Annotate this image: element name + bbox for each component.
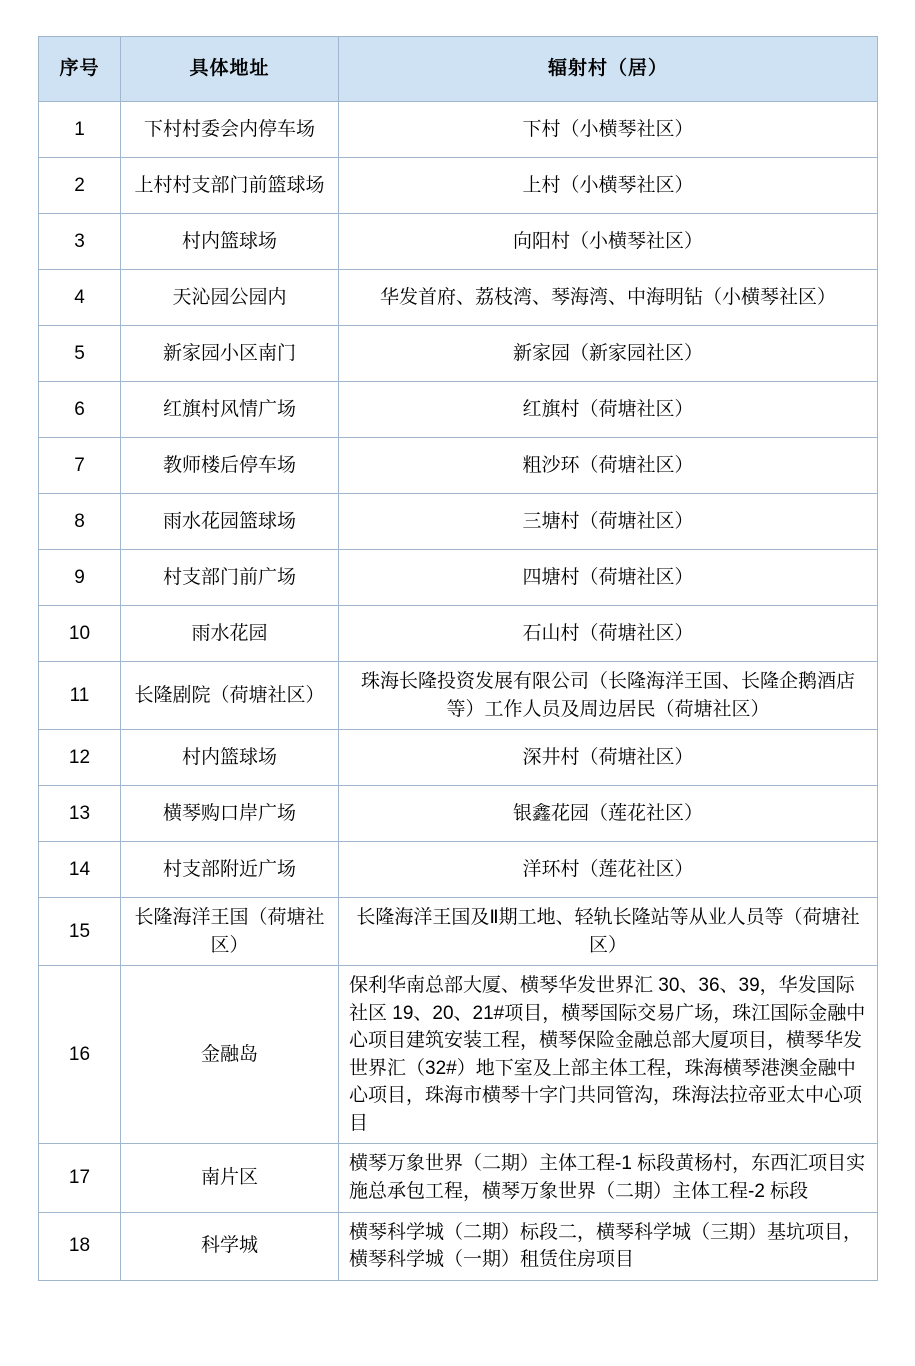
cell-village: 红旗村（荷塘社区） — [339, 382, 878, 438]
table-row — [39, 606, 878, 662]
cell-index: 2 — [39, 158, 121, 214]
cell-village: 四塘村（荷塘社区） — [339, 550, 878, 606]
table-header-row — [39, 37, 878, 102]
cell-address: 村内篮球场 — [121, 730, 339, 786]
cell-index: 12 — [39, 730, 121, 786]
table-row — [39, 1212, 878, 1280]
cell-village: 下村（小横琴社区） — [339, 102, 878, 158]
cell-index: 11 — [39, 662, 121, 730]
cell-address: 横琴购口岸广场 — [121, 786, 339, 842]
cell-index: 6 — [39, 382, 121, 438]
cell-village: 横琴万象世界（二期）主体工程-1 标段黄杨村，东西汇项目实施总承包工程，横琴万象世界（二期）主体工程-2 标段 — [339, 1144, 878, 1212]
cell-address: 长隆海洋王国（荷塘社区） — [121, 898, 339, 966]
table-row — [39, 1144, 878, 1212]
cell-village: 石山村（荷塘社区） — [339, 606, 878, 662]
cell-village: 新家园（新家园社区） — [339, 326, 878, 382]
cell-village: 洋环村（莲花社区） — [339, 842, 878, 898]
column-header-address: 具体地址 — [121, 37, 339, 102]
table-row — [39, 786, 878, 842]
cell-index: 7 — [39, 438, 121, 494]
table-header — [39, 37, 878, 102]
cell-address: 下村村委会内停车场 — [121, 102, 339, 158]
site-list-table — [38, 36, 878, 1281]
cell-village: 三塘村（荷塘社区） — [339, 494, 878, 550]
cell-index: 13 — [39, 786, 121, 842]
cell-address: 村内篮球场 — [121, 214, 339, 270]
cell-index: 16 — [39, 966, 121, 1144]
cell-address: 科学城 — [121, 1212, 339, 1280]
cell-index: 5 — [39, 326, 121, 382]
cell-village: 上村（小横琴社区） — [339, 158, 878, 214]
table-row — [39, 662, 878, 730]
cell-village: 保利华南总部大厦、横琴华发世界汇 30、36、39，华发国际社区 19、20、21#项目，横琴国际交易广场，珠江国际金融中心项目建筑安装工程，横琴保险金融总部大厦项目，横琴华发世界汇（32#）地下室及上部主体工程，珠海横琴港澳金融中心项目，珠海市横琴十字门共同管沟，珠海法拉帝亚太中心项目 — [339, 966, 878, 1144]
table-row — [39, 102, 878, 158]
cell-index: 8 — [39, 494, 121, 550]
cell-address: 南片区 — [121, 1144, 339, 1212]
cell-index: 10 — [39, 606, 121, 662]
table-row — [39, 158, 878, 214]
cell-village: 粗沙环（荷塘社区） — [339, 438, 878, 494]
cell-address: 红旗村风情广场 — [121, 382, 339, 438]
table-row — [39, 730, 878, 786]
cell-village: 长隆海洋王国及Ⅱ期工地、轻轨长隆站等从业人员等（荷塘社区） — [339, 898, 878, 966]
table-row — [39, 214, 878, 270]
column-header-village: 辐射村（居） — [339, 37, 878, 102]
cell-index: 17 — [39, 1144, 121, 1212]
cell-address: 上村村支部门前篮球场 — [121, 158, 339, 214]
table-row — [39, 270, 878, 326]
cell-index: 15 — [39, 898, 121, 966]
cell-index: 14 — [39, 842, 121, 898]
cell-address: 村支部附近广场 — [121, 842, 339, 898]
cell-address: 雨水花园篮球场 — [121, 494, 339, 550]
table-row — [39, 550, 878, 606]
cell-village: 向阳村（小横琴社区） — [339, 214, 878, 270]
cell-address: 金融岛 — [121, 966, 339, 1144]
cell-address: 村支部门前广场 — [121, 550, 339, 606]
table-body — [39, 102, 878, 1281]
table-row — [39, 898, 878, 966]
table-row — [39, 842, 878, 898]
cell-address: 新家园小区南门 — [121, 326, 339, 382]
cell-village: 华发首府、荔枝湾、琴海湾、中海明钻（小横琴社区） — [339, 270, 878, 326]
cell-village: 珠海长隆投资发展有限公司（长隆海洋王国、长隆企鹅酒店等）工作人员及周边居民（荷塘社区） — [339, 662, 878, 730]
table-row — [39, 326, 878, 382]
table-row — [39, 966, 878, 1144]
cell-village: 深井村（荷塘社区） — [339, 730, 878, 786]
cell-address: 长隆剧院（荷塘社区） — [121, 662, 339, 730]
cell-index: 1 — [39, 102, 121, 158]
cell-address: 雨水花园 — [121, 606, 339, 662]
cell-index: 18 — [39, 1212, 121, 1280]
cell-village: 横琴科学城（二期）标段二，横琴科学城（三期）基坑项目，横琴科学城（一期）租赁住房项目 — [339, 1212, 878, 1280]
table-row — [39, 382, 878, 438]
table-row — [39, 438, 878, 494]
cell-index: 3 — [39, 214, 121, 270]
cell-village: 银鑫花园（莲花社区） — [339, 786, 878, 842]
cell-address: 教师楼后停车场 — [121, 438, 339, 494]
cell-index: 4 — [39, 270, 121, 326]
cell-index: 9 — [39, 550, 121, 606]
cell-address: 天沁园公园内 — [121, 270, 339, 326]
table-row — [39, 494, 878, 550]
column-header-index: 序号 — [39, 37, 121, 102]
